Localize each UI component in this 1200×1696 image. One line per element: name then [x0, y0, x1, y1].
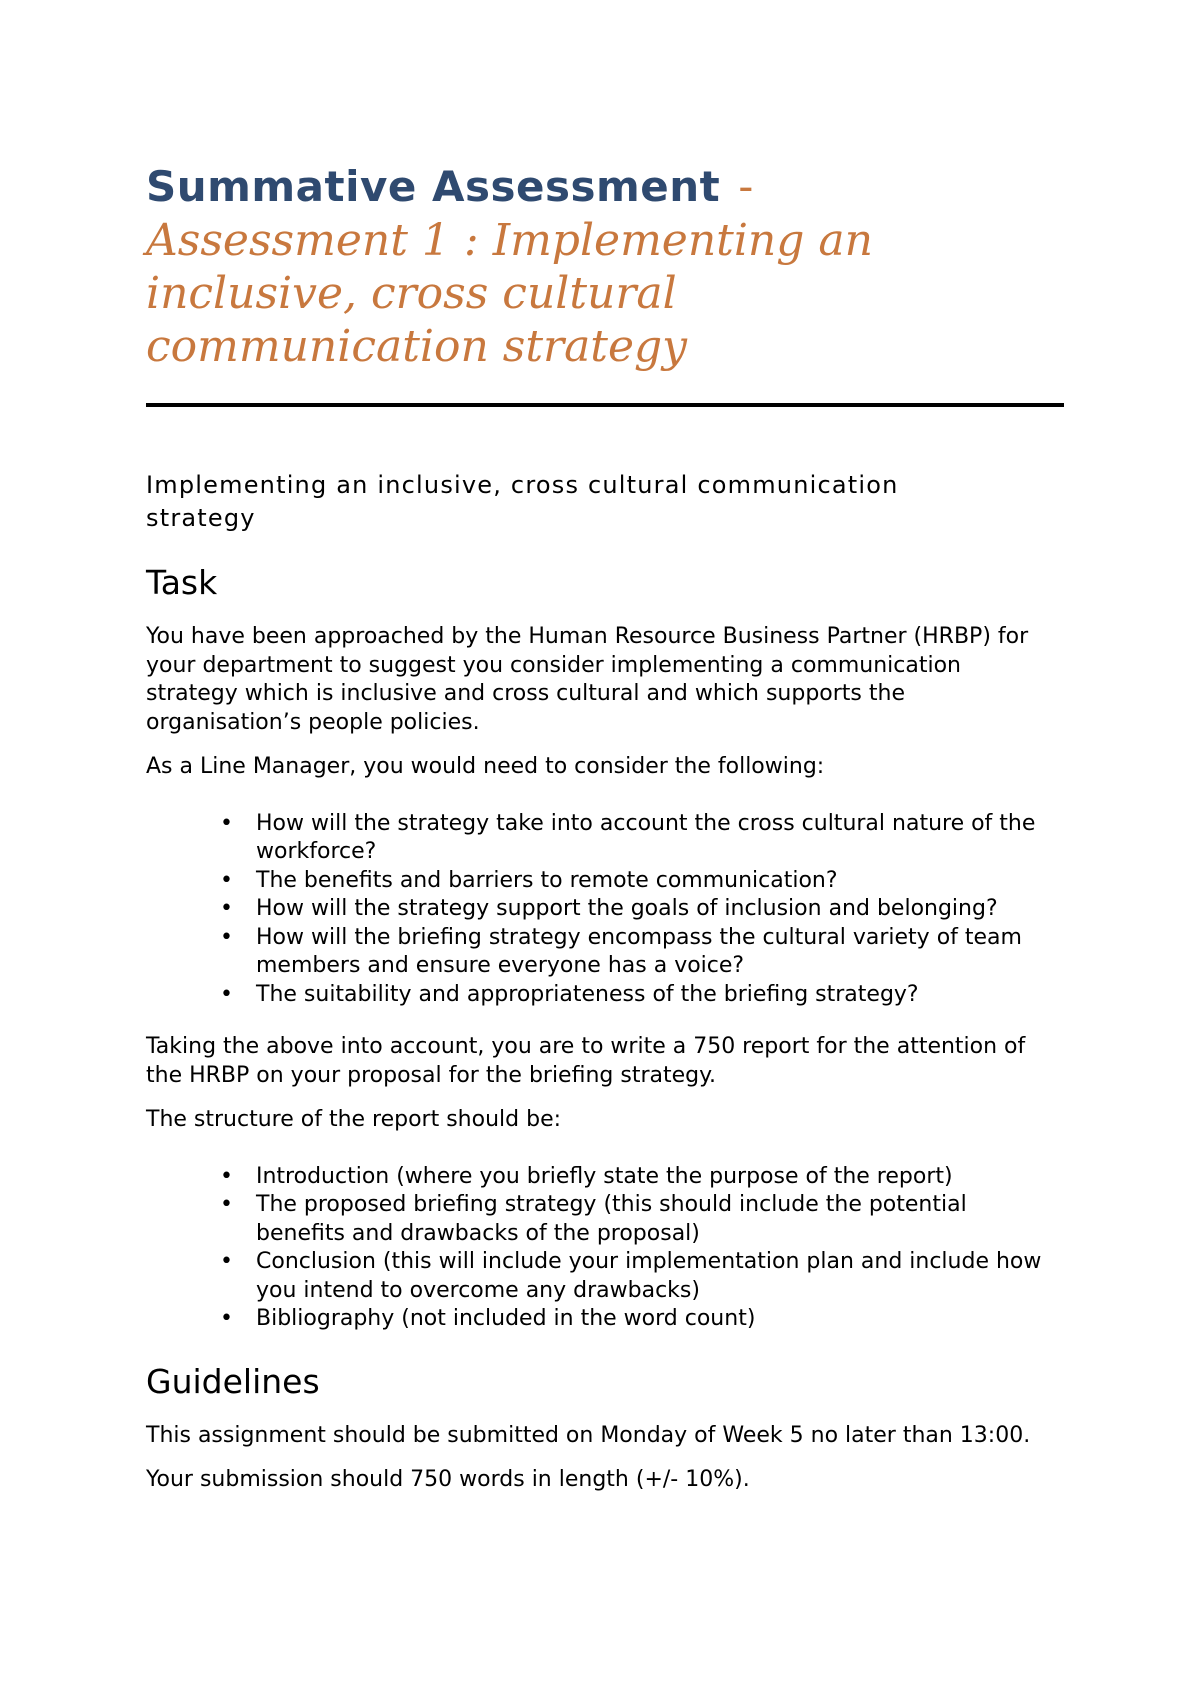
bullet-icon: •: [220, 810, 233, 836]
list-item-text: The benefits and barriers to remote communication?: [256, 867, 838, 893]
list-item-text: How will the briefing strategy encompass the cultural variety of team members and ensure everyone has a voice?: [256, 924, 1022, 978]
task-paragraph-3: Taking the above into account, you are to write a 750 report for the attention of the HRBP on your proposal for the briefing strategy.: [146, 1034, 1026, 1088]
bullet-icon: •: [220, 896, 233, 921]
task-paragraph-1: You have been approached by the Human Resource Business Partner (HRBP) for your department to suggest you consider implementing a communication strategy which is inclusive and cross cultural and which supports the organisation’s people policies.: [146, 624, 1029, 735]
structure-list: [146, 1163, 1066, 1334]
list-item: [146, 981, 1056, 1010]
task-paragraph-2: As a Line Manager, you would need to consider the following:: [146, 754, 825, 779]
task-paragraph-4: The structure of the report should be:: [146, 1107, 562, 1132]
guidelines-heading: Guidelines: [146, 1361, 320, 1401]
list-item-text: The proposed briefing strategy (this should include the potential benefits and drawbacks of the proposal): [256, 1192, 967, 1246]
bullet-icon: •: [220, 1306, 233, 1331]
bullet-icon: •: [220, 924, 233, 950]
list-item: [146, 810, 1056, 867]
list-item-text: The suitability and appropriateness of the briefing strategy?: [256, 981, 919, 1007]
considerations-list: [146, 810, 1066, 1010]
list-item: [146, 895, 1056, 924]
bullet-icon: •: [220, 1163, 233, 1189]
list-item-text: Introduction (where you briefly state the purpose of the report): [256, 1163, 953, 1189]
bullet-icon: •: [220, 981, 233, 1007]
document-title: [146, 160, 1066, 214]
list-item-text: Bibliography (not included in the word count): [256, 1306, 756, 1331]
document-subtitle: Assessment 1 : Implementing an inclusive, cross cultural communication strategy: [146, 215, 873, 372]
list-item-text: How will the strategy support the goals of inclusion and belonging?: [256, 896, 998, 921]
guidelines-paragraph-2: Your submission should 750 words in length (+/- 10%).: [146, 1467, 750, 1492]
title-dash: -: [738, 162, 754, 211]
list-item-text: Conclusion (this will include your implementation plan and include how you intend to overcome any drawbacks): [256, 1249, 1042, 1303]
task-heading: Task: [146, 563, 218, 602]
list-item: [146, 867, 1056, 896]
list-item: [146, 924, 1056, 981]
list-item: [146, 1305, 1056, 1334]
title-text: Summative Assessment: [146, 162, 721, 211]
intro-line: Implementing an inclusive, cross cultural communication strategy: [146, 471, 899, 532]
list-item: [146, 1163, 1056, 1192]
list-item: [146, 1191, 1056, 1248]
list-item: [146, 1248, 1056, 1305]
list-item-text: How will the strategy take into account the cross cultural nature of the workforce?: [256, 810, 1036, 864]
document-page: [146, 160, 1066, 1511]
bullet-icon: •: [220, 867, 233, 893]
bullet-icon: •: [220, 1192, 233, 1217]
bullet-icon: •: [220, 1249, 233, 1274]
title-divider: [146, 403, 1064, 407]
guidelines-paragraph-1: This assignment should be submitted on Monday of Week 5 no later than 13:00.: [146, 1422, 1031, 1448]
